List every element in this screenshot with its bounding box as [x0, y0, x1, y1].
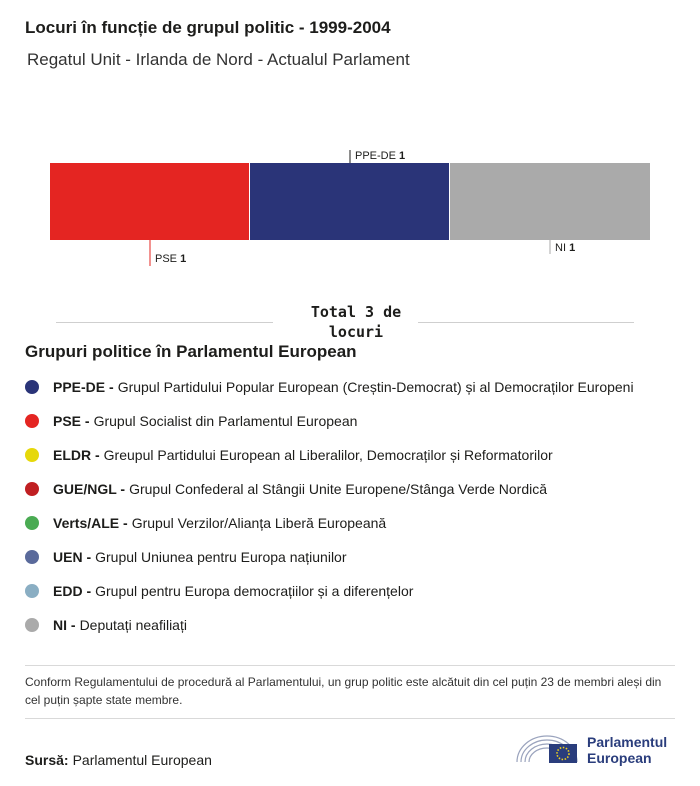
legend-name: Grupul pentru Europa democrațiilor și a diferențelor [95, 583, 414, 599]
legend-abbr: UEN - [53, 549, 92, 565]
total-rule-left [56, 322, 273, 323]
legend-abbr: NI - [53, 617, 76, 633]
legend-item [25, 438, 634, 472]
legend-color-dot [25, 414, 39, 428]
legend-item [25, 506, 634, 540]
legend-item [25, 608, 634, 642]
logo-line1: Parlamentul [587, 734, 668, 750]
european-parliament-logo [515, 728, 680, 768]
legend-abbr: GUE/NGL - [53, 481, 126, 497]
divider [25, 665, 675, 666]
parliament-hemicycle-icon [515, 728, 579, 768]
logo-line2: European [587, 750, 652, 766]
legend-name: Grupul Partidului Popular European (Creștin-Democrat) și al Democraților Europeni [117, 379, 634, 395]
chart-subtitle: Regatul Unit - Irlanda de Nord - Actualul Parlament [27, 50, 410, 69]
data-label-ni: NI 1 [555, 242, 576, 254]
legend-color-dot [25, 448, 39, 462]
legend-color-dot [25, 516, 39, 530]
logo-text [587, 734, 667, 766]
legend-item [25, 404, 634, 438]
data-label-pse: PSE 1 [155, 253, 187, 265]
legend-name: Grupul Socialist din Parlamentul European [93, 413, 358, 429]
legend-color-dot [25, 584, 39, 598]
legend-abbr: Verts/ALE - [53, 515, 128, 531]
legend-color-dot [25, 550, 39, 564]
legend-name: Grupul Confederal al Stângii Unite Europene/Stânga Verde Nordică [129, 481, 548, 497]
legend-name: Grupul Uniunea pentru Europa națiunilor [95, 549, 347, 565]
legend-abbr: ELDR - [53, 447, 100, 463]
legend-color-dot [25, 482, 39, 496]
legend-color-dot [25, 618, 39, 632]
legend-title: Grupuri politice în Parlamentul European [25, 342, 357, 361]
legend-abbr: PPE-DE - [53, 379, 114, 395]
source [25, 752, 212, 768]
legend-item [25, 370, 634, 404]
legend [25, 370, 634, 642]
legend-name: Deputați neafiliați [79, 617, 187, 633]
footnote: Conform Regulamentului de procedură al Parlamentului, un grup politic este alcătuit din cel puțin 23 de membri aleși din cel puțin șapte state membre. [25, 675, 662, 707]
legend-color-dot [25, 380, 39, 394]
chart-title: Locuri în funcție de grupul politic - 1999-2004 [25, 18, 391, 37]
source-label: Sursă: [25, 752, 69, 768]
source-value: Parlamentul European [72, 752, 212, 768]
seat-bar-chart [0, 140, 700, 280]
legend-item [25, 540, 634, 574]
legend-name: Greupul Partidului European al Liberalilor, Democraților și Reformatorilor [103, 447, 553, 463]
bar-segment-ni [450, 163, 650, 240]
legend-abbr: EDD - [53, 583, 92, 599]
data-label-ppe-de: PPE-DE 1 [355, 150, 406, 162]
total-seats [56, 302, 634, 342]
legend-abbr: PSE - [53, 413, 90, 429]
total-label: Total 3 de locuri [310, 303, 402, 341]
legend-item [25, 574, 634, 608]
divider [25, 718, 675, 719]
total-rule-right [418, 322, 634, 323]
bar-segment-ppe-de [250, 163, 449, 240]
legend-name: Grupul Verzilor/Alianța Liberă Europeană [131, 515, 387, 531]
bar-segment-pse [50, 163, 249, 240]
legend-item [25, 472, 634, 506]
